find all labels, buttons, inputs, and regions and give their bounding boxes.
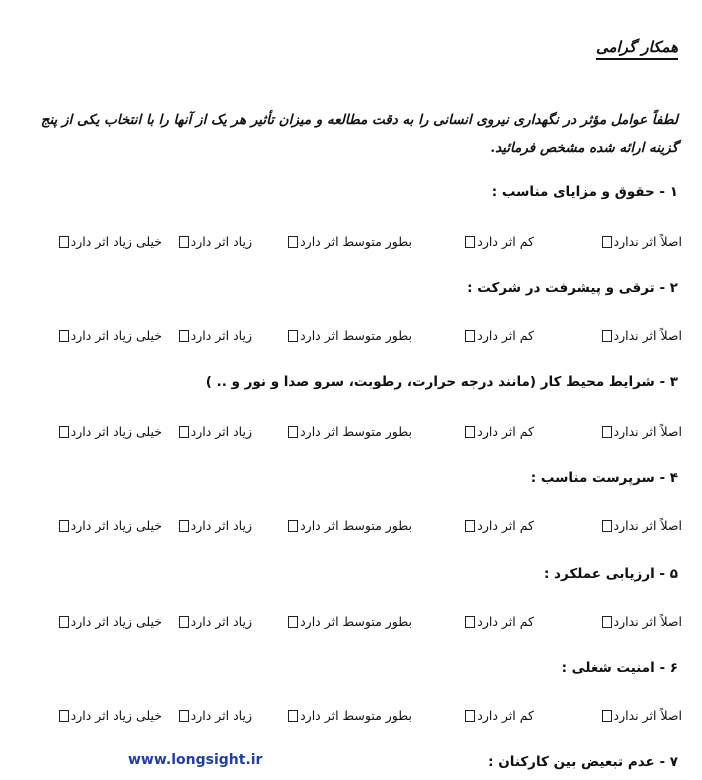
website-link[interactable]: www.longsight.ir [128, 752, 263, 768]
option-label: اصلاً اثر ندارد [613, 518, 682, 533]
option-label: کم اثر دارد [477, 234, 534, 249]
option-low-effect[interactable] [465, 708, 534, 723]
option-label: زیاد اثر دارد [190, 424, 252, 439]
question-1: ۱ - حقوق و مزایای مناسب : [491, 184, 678, 200]
checkbox[interactable] [288, 330, 298, 342]
checkbox[interactable] [179, 520, 189, 532]
option-low-effect[interactable] [465, 424, 534, 439]
option-label: کم اثر دارد [477, 518, 534, 533]
checkbox[interactable] [288, 236, 298, 248]
option-low-effect[interactable] [465, 614, 534, 629]
option-medium-effect[interactable] [288, 328, 412, 343]
option-very-high-effect[interactable] [59, 518, 162, 533]
option-label: خیلی زیاد اثر دارد [70, 708, 162, 723]
question-2: ۲ - ترقی و پیشرفت در شرکت : [467, 280, 678, 296]
checkbox[interactable] [59, 426, 69, 438]
option-label: خیلی زیاد اثر دارد [70, 518, 162, 533]
option-label: زیاد اثر دارد [190, 518, 252, 533]
option-label: بطور متوسط اثر دارد [300, 328, 412, 343]
option-very-high-effect[interactable] [59, 328, 162, 343]
checkbox[interactable] [465, 520, 475, 532]
checkbox[interactable] [288, 426, 298, 438]
checkbox[interactable] [465, 426, 475, 438]
checkbox[interactable] [179, 616, 189, 628]
option-label: اصلاً اثر ندارد [613, 708, 682, 723]
checkbox[interactable] [602, 520, 612, 532]
options-row-5 [10, 614, 682, 634]
option-label: بطور متوسط اثر دارد [300, 518, 412, 533]
option-not-effective[interactable] [602, 614, 682, 629]
option-label: بطور متوسط اثر دارد [300, 614, 412, 629]
option-high-effect[interactable] [179, 424, 252, 439]
option-label: خیلی زیاد اثر دارد [70, 328, 162, 343]
option-high-effect[interactable] [179, 708, 252, 723]
checkbox[interactable] [602, 236, 612, 248]
option-not-effective[interactable] [602, 328, 682, 343]
checkbox[interactable] [465, 330, 475, 342]
options-row-6 [10, 708, 682, 728]
question-4: ۴ - سرپرست مناسب : [530, 470, 678, 486]
option-label: خیلی زیاد اثر دارد [70, 424, 162, 439]
option-low-effect[interactable] [465, 328, 534, 343]
checkbox[interactable] [59, 330, 69, 342]
option-label: کم اثر دارد [477, 708, 534, 723]
option-low-effect[interactable] [465, 234, 534, 249]
option-medium-effect[interactable] [288, 424, 412, 439]
option-not-effective[interactable] [602, 708, 682, 723]
option-label: کم اثر دارد [477, 614, 534, 629]
option-label: خیلی زیاد اثر دارد [70, 234, 162, 249]
option-low-effect[interactable] [465, 518, 534, 533]
option-medium-effect[interactable] [288, 518, 412, 533]
options-row-1 [10, 234, 682, 254]
option-very-high-effect[interactable] [59, 708, 162, 723]
option-label: کم اثر دارد [477, 328, 534, 343]
checkbox[interactable] [288, 710, 298, 722]
checkbox[interactable] [59, 710, 69, 722]
option-label: اصلاً اثر ندارد [613, 328, 682, 343]
checkbox[interactable] [59, 616, 69, 628]
checkbox[interactable] [179, 330, 189, 342]
question-5: ۵ - ارزیابی عملکرد : [543, 566, 678, 582]
option-label: کم اثر دارد [477, 424, 534, 439]
question-7: ۷ - عدم تبعیض بین کارکنان : [488, 754, 678, 770]
option-label: بطور متوسط اثر دارد [300, 424, 412, 439]
option-very-high-effect[interactable] [59, 234, 162, 249]
option-not-effective[interactable] [602, 518, 682, 533]
instructions-text: لطفاً عوامل مؤثر در نگهداری نیروی انسانی را به دقت مطالعه و میزان تأثیر هر یک از آنها را با انتخاب یکی از پنج گزینه ارائه شده مشخص فرمائید. [40, 112, 678, 156]
checkbox[interactable] [288, 520, 298, 532]
option-label: بطور متوسط اثر دارد [300, 234, 412, 249]
options-row-4 [10, 518, 682, 538]
option-high-effect[interactable] [179, 328, 252, 343]
option-label: بطور متوسط اثر دارد [300, 708, 412, 723]
option-medium-effect[interactable] [288, 614, 412, 629]
checkbox[interactable] [288, 616, 298, 628]
option-label: اصلاً اثر ندارد [613, 234, 682, 249]
option-label: زیاد اثر دارد [190, 328, 252, 343]
option-high-effect[interactable] [179, 614, 252, 629]
greeting-heading: همکار گرامی [596, 38, 678, 60]
options-row-3 [10, 424, 682, 444]
checkbox[interactable] [602, 616, 612, 628]
checkbox[interactable] [465, 710, 475, 722]
checkbox[interactable] [602, 330, 612, 342]
option-medium-effect[interactable] [288, 234, 412, 249]
checkbox[interactable] [602, 426, 612, 438]
option-very-high-effect[interactable] [59, 424, 162, 439]
option-not-effective[interactable] [602, 424, 682, 439]
checkbox[interactable] [179, 236, 189, 248]
checkbox[interactable] [179, 426, 189, 438]
options-row-2 [10, 328, 682, 348]
option-very-high-effect[interactable] [59, 614, 162, 629]
checkbox[interactable] [59, 236, 69, 248]
option-high-effect[interactable] [179, 518, 252, 533]
checkbox[interactable] [465, 236, 475, 248]
checkbox[interactable] [602, 710, 612, 722]
question-6: ۶ - امنیت شغلی : [561, 660, 678, 676]
checkbox[interactable] [179, 710, 189, 722]
question-3: ۳ - شرایط محیط کار (مانند درجه حرارت، رطوبت، سرو صدا و نور و .. ) [205, 374, 678, 390]
option-label: زیاد اثر دارد [190, 614, 252, 629]
checkbox[interactable] [59, 520, 69, 532]
option-label: اصلاً اثر ندارد [613, 424, 682, 439]
option-not-effective[interactable] [602, 234, 682, 249]
option-high-effect[interactable] [179, 234, 252, 249]
checkbox[interactable] [465, 616, 475, 628]
option-medium-effect[interactable] [288, 708, 412, 723]
option-label: اصلاً اثر ندارد [613, 614, 682, 629]
option-label: زیاد اثر دارد [190, 234, 252, 249]
option-label: خیلی زیاد اثر دارد [70, 614, 162, 629]
option-label: زیاد اثر دارد [190, 708, 252, 723]
